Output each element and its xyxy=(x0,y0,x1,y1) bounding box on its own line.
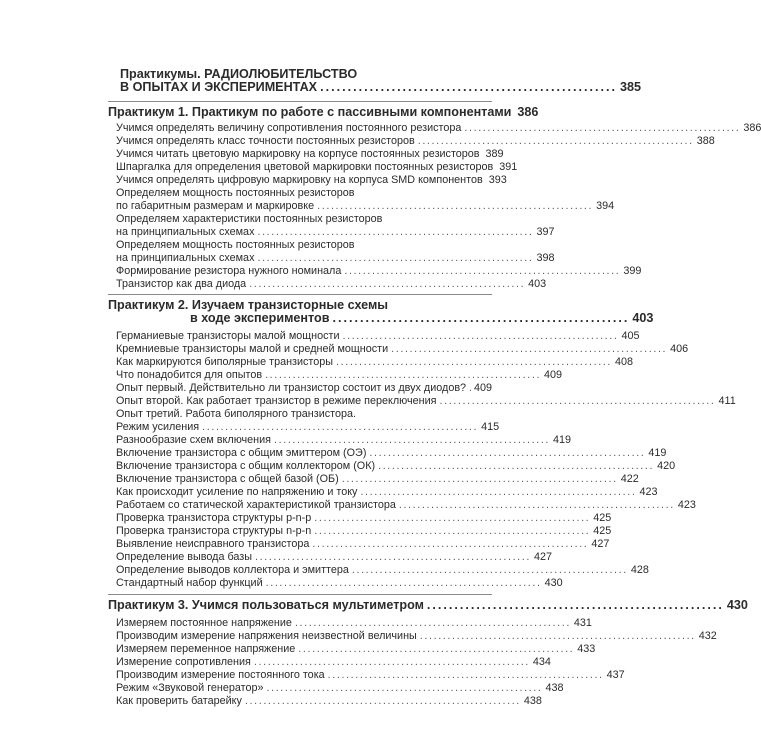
toc-entry: Транзистор как два диода ............................................................ 403 xyxy=(116,278,547,290)
section2-page: 403 xyxy=(632,311,654,325)
toc-entry: Учимся определять величину сопротивления постоянного резистора ............................................................ 386 xyxy=(116,122,761,134)
section1-title-row xyxy=(108,105,539,120)
toc-entry: Измерение сопротивления ............................................................ 434 xyxy=(116,656,551,668)
divider xyxy=(108,101,492,102)
toc-entry: Опыт первый. Действительно ли транзистор состоит из двух диодов? 409 xyxy=(116,382,492,394)
section2-title-line2: в ходе экспериментов xyxy=(190,311,330,325)
toc-entry: Кремниевые транзисторы малой и средней мощности ............................................................ 406 xyxy=(116,343,689,355)
section2-title-line1: Практикум 2. Изучаем транзисторные схемы xyxy=(108,298,389,312)
toc-entry: Шпаргалка для определения цветовой маркировки постоянных резисторов 391 xyxy=(116,161,518,173)
toc-entry: Что понадобится для опытов ............................................................ 409 xyxy=(116,369,563,381)
toc-entry: Выявление неисправного транзистора ............................................................ 427 xyxy=(116,538,610,550)
toc-entry: Учимся определять класс точности постоянных резисторов ............................................................ 388 xyxy=(116,135,715,147)
section0-title-line2-row xyxy=(120,80,642,95)
toc-entry: Производим измерение постоянного тока ............................................................ 437 xyxy=(116,669,625,681)
divider xyxy=(108,294,492,295)
toc-entry-line1: Опыт третий. Работа биполярного транзистора. xyxy=(116,408,356,420)
section3-title-row xyxy=(108,598,748,613)
divider xyxy=(108,594,492,595)
section1-title: Практикум 1. Практикум по работе с пассивными компонентами xyxy=(108,105,512,119)
toc-entry: Измеряем переменное напряжение ............................................................ 433 xyxy=(116,643,596,655)
toc-entry: Как проверить батарейку ............................................................ 438 xyxy=(116,695,542,707)
section1-page: 386 xyxy=(517,105,539,119)
section3-title: Практикум 3. Учимся пользоваться мультиметром xyxy=(108,598,424,612)
toc-entry: Разнообразие схем включения ............................................................ 419 xyxy=(116,434,572,446)
toc-entry: Измеряем постоянное напряжение ............................................................ 431 xyxy=(116,617,592,629)
toc-entry: Работаем со статической характеристикой транзистора ............................................................ 423 xyxy=(116,499,696,511)
toc-entry-line1: Определяем мощность постоянных резисторов xyxy=(116,187,355,199)
toc-entry: Определение выводов коллектора и эмиттера ............................................................ 428 xyxy=(116,564,649,576)
toc-entry-line1: Определяем характеристики постоянных резисторов xyxy=(116,213,383,225)
section2-title-line2-row xyxy=(190,311,654,326)
toc-entry: Опыт второй. Как работает транзистор в режиме переключения ............................................................ 411 xyxy=(116,395,736,407)
toc-entry: по габаритным размерам и маркировке ............................................................ 394 xyxy=(116,200,615,212)
toc-entry: Определение вывода базы ............................................................ 427 xyxy=(116,551,552,563)
toc-entry: Производим измерение напряжения неизвестной величины ............................................................ 432 xyxy=(116,630,717,642)
toc-entry: Включение транзистора с общим коллектором (ОК) ............................................................ 420 xyxy=(116,460,676,472)
toc-entry: Включение транзистора с общим эмиттером (ОЭ) ............................................................ 419 xyxy=(116,447,667,459)
toc-entry: Как происходит усиление по напряжению и току ............................................................ 423 xyxy=(116,486,658,498)
section0-title-line2: В ОПЫТАХ И ЭКСПЕРИМЕНТАХ xyxy=(120,80,318,94)
toc-entry: Учимся читать цветовую маркировку на корпусе постоянных резисторов 389 xyxy=(116,148,504,160)
toc-entry-line1: Определяем мощность постоянных резисторов xyxy=(116,239,355,251)
toc-entry: на принципиальных схемах ............................................................ 397 xyxy=(116,226,555,238)
section0-title-line1: Практикумы. РАДИОЛЮБИТЕЛЬСТВО xyxy=(120,67,358,81)
toc-entry: Германиевые транзисторы малой мощности ............................................................ 405 xyxy=(116,330,640,342)
toc-entry: Режим «Звуковой генератор» ............................................................ 438 xyxy=(116,682,564,694)
toc-entry: Проверка транзистора структуры n-p-n ............................................................ 425 xyxy=(116,525,612,537)
section0-page: 385 xyxy=(620,80,642,94)
toc-entry: Учимся определять цифровую маркировку на корпуса SMD компонентов 393 xyxy=(116,174,507,186)
toc-entry: Проверка транзистора структуры p-n-p ............................................................ 425 xyxy=(116,512,612,524)
toc-entry: на принципиальных схемах ............................................................ 398 xyxy=(116,252,555,264)
toc-entry: Включение транзистора с общей базой (ОБ) ............................................................ 422 xyxy=(116,473,639,485)
section3-page: 430 xyxy=(726,598,748,612)
leader-dots: ...................................................... xyxy=(426,598,724,612)
leader-dots: ...................................................... xyxy=(332,311,630,325)
toc-entry: Стандартный набор функций ............................................................ 430 xyxy=(116,577,563,589)
leader-dots: ...................................................... xyxy=(320,80,618,94)
toc-entry: Режим усиления ............................................................ 415 xyxy=(116,421,500,433)
toc-entry: Как маркируются биполярные транзисторы ............................................................ 408 xyxy=(116,356,634,368)
toc-entry: Формирование резистора нужного номинала ............................................................ 399 xyxy=(116,265,642,277)
